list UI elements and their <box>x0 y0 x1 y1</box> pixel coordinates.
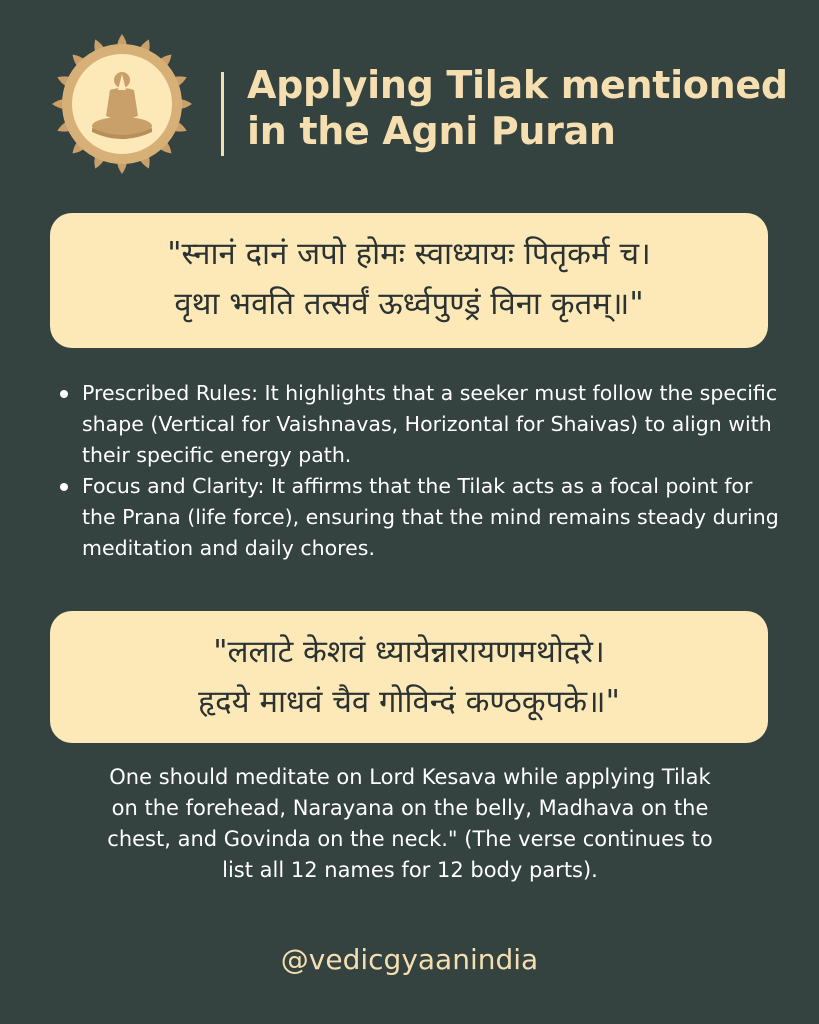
verse-1-line-1: "स्नानं दानं जपो होमः स्वाध्यायः पितृकर्म च। <box>167 236 651 272</box>
title-line-2: in the Agni Puran <box>247 109 616 154</box>
verse-2-line-2: हृदये माधवं चैव गोविन्दं कण्ठकूपके॥" <box>198 684 620 720</box>
title-divider <box>221 72 224 156</box>
page-title <box>247 62 807 155</box>
bullet-item-focus-clarity: Focus and Clarity: It affirms that the Tilak acts as a focal point for the Prana (life force), ensuring that the mind remains steady during meditation and daily chores. <box>58 471 788 564</box>
paragraph-line-1: One should meditate on Lord Kesava while applying Tilak <box>109 765 711 789</box>
sanskrit-verse-card-2 <box>50 611 768 743</box>
verse-1-line-2: वृथा भवति तत्सर्वं ऊर्ध्वपुण्ड्रं विना कृतम्॥" <box>174 286 644 322</box>
sanskrit-verse-card-1 <box>50 213 768 348</box>
paragraph-line-4: list all 12 names for 12 body parts). <box>222 858 598 882</box>
social-handle: @vedicgyaanindia <box>280 943 539 976</box>
verse-2-line-1: "ललाटे केशवं ध्यायेन्नारायणमथोदरे। <box>213 634 605 670</box>
explanation-paragraph <box>60 762 760 886</box>
bullet-list <box>58 378 788 564</box>
paragraph-line-2: on the forehead, Narayana on the belly, Madhava on the <box>111 796 709 820</box>
title-line-1: Applying Tilak mentioned <box>247 63 788 107</box>
bullet-item-prescribed-rules: Prescribed Rules: It highlights that a seeker must follow the specific shape (Vertical for Vaishnavas, Horizontal for Shaivas) to align with their specific energy path. <box>58 378 788 471</box>
lotus-meditation-logo-icon <box>48 30 196 178</box>
paragraph-line-3: chest, and Govinda on the neck." (The verse continues to <box>107 827 713 851</box>
